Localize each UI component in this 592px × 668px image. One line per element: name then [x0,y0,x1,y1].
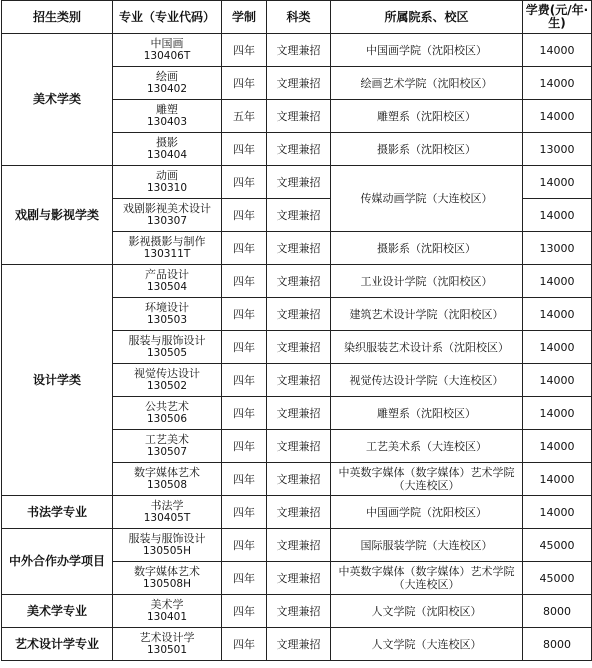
school-cell [331,562,523,595]
fee-cell: 14000 [523,298,592,331]
duration-cell: 四年 [222,67,267,100]
duration-cell: 四年 [222,133,267,166]
school-name: 工艺美术系（大连校区） [366,439,487,453]
school-name: 中英数字媒体（数字媒体）艺术学院 [338,565,515,578]
subject-cell: 文理兼招 [267,628,331,661]
major-cell [113,496,222,529]
major-name: 数字媒体艺术 [134,565,200,578]
major-name: 公共艺术 [145,400,189,413]
major-name: 中国画 [150,37,184,50]
school-name: 绘画艺术学院（沈阳校区） [360,76,493,90]
table-row [2,496,592,529]
major-cell [113,34,222,67]
category-cell: 设计学类 [2,265,113,496]
school-name: 传媒动画学院（大连校区） [360,192,493,205]
major-name: 摄影 [156,136,178,149]
subject-cell: 文理兼招 [267,100,331,133]
subject-cell: 文理兼招 [267,463,331,496]
duration-cell: 四年 [222,628,267,661]
duration-cell: 四年 [222,430,267,463]
school-name: 人文学院（大连校区） [371,637,482,651]
major-name: 艺术设计学 [139,631,195,644]
table-row [2,265,592,298]
major-code: 130505 [146,347,188,359]
major-code: 130307 [146,215,188,227]
subject-cell: 文理兼招 [267,397,331,430]
major-name: 书法学 [150,499,184,512]
major-code: 130508 [146,479,188,491]
header-duration: 学制 [222,1,267,34]
major-code: 130403 [146,116,188,128]
major-cell [113,199,222,232]
header-fee: 学费(元/年·生) [523,1,592,34]
admissions-table [1,0,592,661]
subject-cell: 文理兼招 [267,166,331,199]
major-name: 戏剧影视美术设计 [123,202,211,215]
subject-cell: 文理兼招 [267,34,331,67]
school-campus: （大连校区） [393,578,460,591]
duration-cell: 四年 [222,595,267,628]
fee-cell: 14000 [523,199,592,232]
major-name: 环境设计 [145,301,189,314]
major-code: 130406T [143,50,191,62]
fee-cell: 45000 [523,529,592,562]
duration-cell: 四年 [222,34,267,67]
major-name: 工艺美术 [145,433,189,446]
duration-cell: 四年 [222,298,267,331]
subject-cell: 文理兼招 [267,67,331,100]
fee-cell: 14000 [523,100,592,133]
school-cell [331,430,523,463]
fee-cell: 14000 [523,67,592,100]
school-name: 雕塑系（沈阳校区） [377,406,476,420]
duration-cell: 四年 [222,397,267,430]
subject-cell: 文理兼招 [267,265,331,298]
major-cell [113,463,222,496]
major-cell [113,529,222,562]
fee-cell: 14000 [523,265,592,298]
major-cell [113,232,222,265]
table-row [2,628,592,661]
subject-cell: 文理兼招 [267,496,331,529]
fee-cell: 14000 [523,364,592,397]
major-cell [113,430,222,463]
major-code: 130311T [143,248,191,260]
school-name: 国际服装学院（大连校区） [360,538,493,552]
header-category: 招生类别 [2,1,113,34]
school-cell [331,298,523,331]
header-school: 所属院系、校区 [331,1,523,34]
fee-cell: 14000 [523,166,592,199]
school-cell [331,34,523,67]
subject-cell: 文理兼招 [267,298,331,331]
school-cell [331,529,523,562]
major-cell [113,397,222,430]
duration-cell: 四年 [222,232,267,265]
subject-cell: 文理兼招 [267,364,331,397]
major-code: 130508H [143,578,191,590]
major-name: 雕塑 [156,103,178,116]
category-cell: 书法学专业 [2,496,113,529]
school-cell [331,595,523,628]
header-row [2,1,592,34]
major-cell [113,100,222,133]
school-cell [331,133,523,166]
school-name: 人文学院（沈阳校区） [371,604,482,618]
school-cell [331,100,523,133]
category-cell: 中外合作办学项目 [2,529,113,595]
major-cell [113,331,222,364]
major-code: 130501 [146,644,188,656]
major-code: 130504 [146,281,188,293]
duration-cell: 四年 [222,496,267,529]
fee-cell: 14000 [523,430,592,463]
table-row [2,166,592,199]
school-name: 雕塑系（沈阳校区） [377,109,476,123]
major-cell [113,133,222,166]
major-cell [113,562,222,595]
header-subject: 科类 [267,1,331,34]
fee-cell: 45000 [523,562,592,595]
duration-cell: 四年 [222,562,267,595]
major-code: 130404 [146,149,188,161]
major-name: 美术学 [150,598,184,611]
major-code: 130506 [146,413,188,425]
duration-cell: 四年 [222,463,267,496]
school-cell [331,331,523,364]
fee-cell: 14000 [523,463,592,496]
subject-cell: 文理兼招 [267,199,331,232]
major-name: 数字媒体艺术 [134,466,200,479]
major-name: 服装与服饰设计 [128,334,206,347]
duration-cell: 四年 [222,166,267,199]
school-cell [331,463,523,496]
major-code: 130401 [146,611,188,623]
subject-cell: 文理兼招 [267,133,331,166]
duration-cell: 四年 [222,265,267,298]
duration-cell: 四年 [222,199,267,232]
major-name: 服装与服饰设计 [128,532,206,545]
table-body [2,34,592,661]
category-cell: 艺术设计学专业 [2,628,113,661]
subject-cell: 文理兼招 [267,595,331,628]
major-cell [113,265,222,298]
category-cell: 美术学专业 [2,595,113,628]
school-name: 建筑艺术设计学院（沈阳校区） [349,307,504,321]
major-cell [113,628,222,661]
school-name: 摄影系（沈阳校区） [377,241,476,255]
major-code: 130502 [146,380,188,392]
school-cell [331,166,523,232]
major-cell [113,166,222,199]
school-name: 摄影系（沈阳校区） [377,142,476,156]
major-code: 130310 [146,182,188,194]
fee-cell: 13000 [523,232,592,265]
fee-cell: 8000 [523,628,592,661]
school-cell [331,628,523,661]
major-name: 动画 [156,169,178,182]
school-cell [331,496,523,529]
subject-cell: 文理兼招 [267,562,331,595]
major-name: 绘画 [156,70,178,83]
school-name: 中国画学院（沈阳校区） [366,43,487,57]
school-cell [331,232,523,265]
major-cell [113,67,222,100]
duration-cell: 四年 [222,331,267,364]
school-name: 视觉传达设计学院（大连校区） [349,373,504,387]
fee-cell: 14000 [523,496,592,529]
duration-cell: 五年 [222,100,267,133]
major-code: 130405T [143,512,191,524]
major-cell [113,595,222,628]
school-cell [331,265,523,298]
subject-cell: 文理兼招 [267,331,331,364]
subject-cell: 文理兼招 [267,529,331,562]
category-cell: 戏剧与影视学类 [2,166,113,265]
major-code: 130507 [146,446,188,458]
fee-cell: 8000 [523,595,592,628]
school-name: 中国画学院（沈阳校区） [366,505,487,519]
header-major: 专业（专业代码） [113,1,222,34]
major-name: 影视摄影与制作 [128,235,206,248]
major-code: 130503 [146,314,188,326]
subject-cell: 文理兼招 [267,430,331,463]
major-cell [113,364,222,397]
fee-cell: 14000 [523,331,592,364]
school-cell [331,67,523,100]
school-cell [331,364,523,397]
duration-cell: 四年 [222,529,267,562]
school-name: 染织服装艺术设计系（沈阳校区） [344,340,509,354]
table-row [2,595,592,628]
fee-cell: 14000 [523,397,592,430]
school-name: 工业设计学院（沈阳校区） [360,274,493,288]
major-name: 产品设计 [145,268,189,281]
category-cell: 美术学类 [2,34,113,166]
major-code: 130402 [146,83,188,95]
school-name: 中英数字媒体（数字媒体）艺术学院 [338,466,515,479]
subject-cell: 文理兼招 [267,232,331,265]
table-row [2,34,592,67]
fee-cell: 13000 [523,133,592,166]
major-name: 视觉传达设计 [134,367,200,380]
duration-cell: 四年 [222,364,267,397]
school-cell [331,397,523,430]
fee-cell: 14000 [523,34,592,67]
table-row [2,529,592,562]
school-campus: （大连校区） [393,479,460,492]
major-code: 130505H [143,545,191,557]
major-cell [113,298,222,331]
